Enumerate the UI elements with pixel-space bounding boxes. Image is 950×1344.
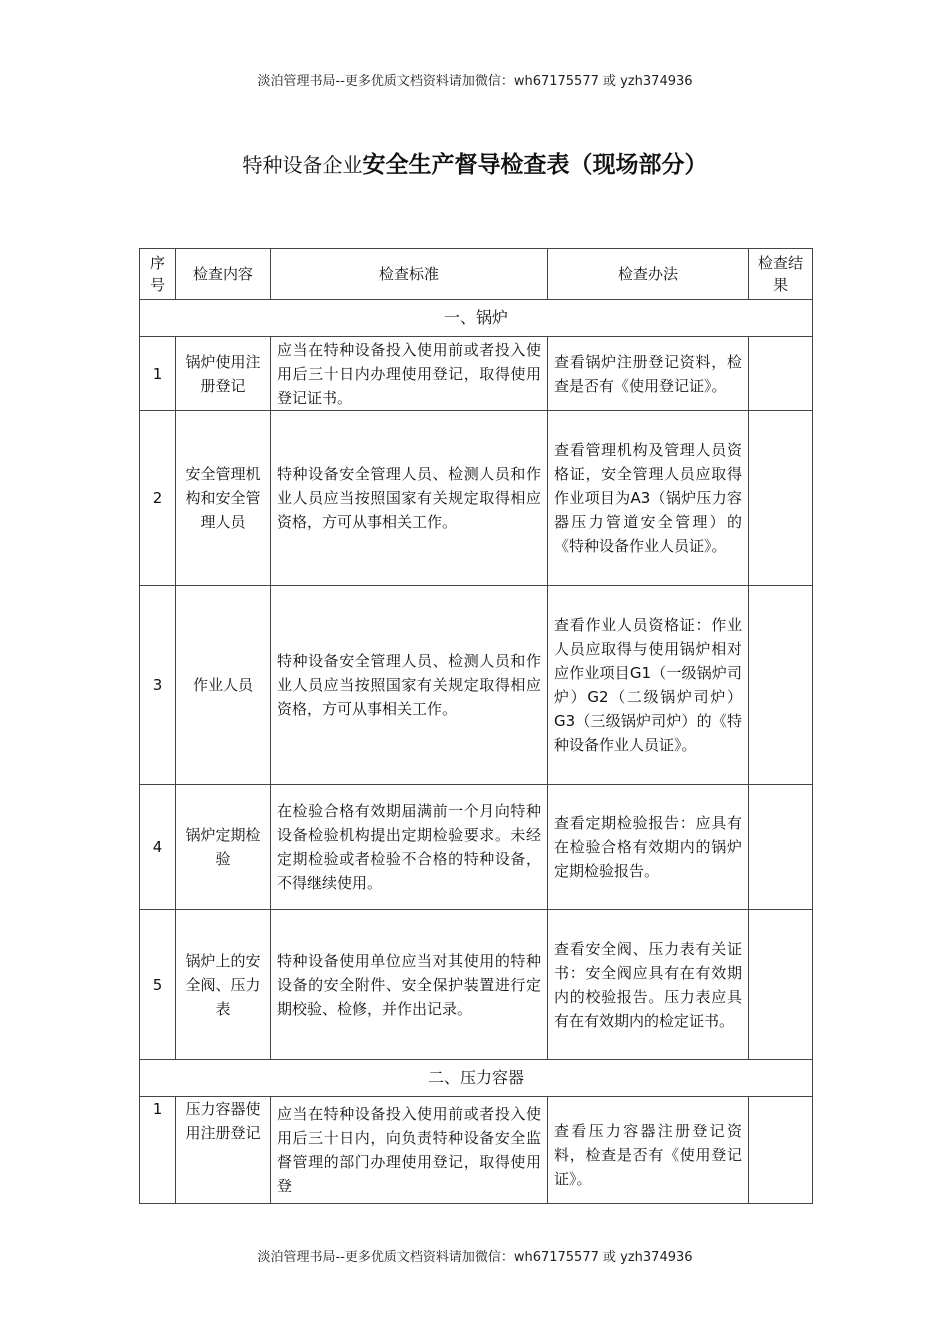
row-result[interactable] (749, 586, 813, 785)
header-result: 检查结果 (749, 249, 813, 300)
row-method: 查看锅炉注册登记资料，检查是否有《使用登记证》。 (548, 337, 749, 411)
row-method: 查看管理机构及管理人员资格证，安全管理人员应取得作业项目为A3（锅炉压力容器压力管道安全管理）的《特种设备作业人员证》。 (548, 411, 749, 586)
row-standard: 特种设备安全管理人员、检测人员和作业人员应当按照国家有关规定取得相应资格，方可从事相关工作。 (271, 586, 548, 785)
row-method: 查看作业人员资格证：作业人员应取得与使用锅炉相对应作业项目G1（一级锅炉司炉）G2（二级锅炉司炉）G3（三级锅炉司炉）的《特种设备作业人员证》。 (548, 586, 749, 785)
row-no: 4 (140, 785, 176, 910)
table-row (140, 785, 813, 910)
page-title (0, 146, 950, 179)
header-standard: 检查标准 (271, 249, 548, 300)
row-result[interactable] (749, 910, 813, 1060)
row-no: 1 (140, 1097, 176, 1204)
table-row (140, 411, 813, 586)
row-method: 查看压力容器注册登记资料，检查是否有《使用登记证》。 (548, 1097, 749, 1204)
row-no: 2 (140, 411, 176, 586)
row-no: 5 (140, 910, 176, 1060)
row-content: 锅炉定期检验 (176, 785, 271, 910)
section-row-boiler (140, 300, 813, 337)
table-row (140, 910, 813, 1060)
table-row (140, 337, 813, 411)
row-result[interactable] (749, 337, 813, 411)
section-row-pressure-vessel (140, 1060, 813, 1097)
row-standard: 应当在特种设备投入使用前或者投入使用后三十日内，向负责特种设备安全监督管理的部门办理使用登记，取得使用登 (271, 1097, 548, 1204)
row-standard: 应当在特种设备投入使用前或者投入使用后三十日内办理使用登记，取得使用登记证书。 (271, 337, 548, 411)
row-method: 查看安全阀、压力表有关证书：安全阀应具有在有效期内的校验报告。压力表应具有在有效期内的检定证书。 (548, 910, 749, 1060)
row-standard: 在检验合格有效期届满前一个月向特种设备检验机构提出定期检验要求。未经定期检验或者检验不合格的特种设备，不得继续使用。 (271, 785, 548, 910)
row-standard: 特种设备安全管理人员、检测人员和作业人员应当按照国家有关规定取得相应资格，方可从事相关工作。 (271, 411, 548, 586)
row-result[interactable] (749, 1097, 813, 1204)
row-result[interactable] (749, 785, 813, 910)
section-title: 一、锅炉 (140, 300, 813, 337)
table-row (140, 1097, 813, 1204)
header-method: 检查办法 (548, 249, 749, 300)
row-content: 锅炉使用注册登记 (176, 337, 271, 411)
footer-note: 淡泊管理书局--更多优质文档资料请加微信：wh67175577 或 yzh374936 (257, 1250, 693, 1265)
header-content: 检查内容 (176, 249, 271, 300)
row-method: 查看定期检验报告：应具有在检验合格有效期内的锅炉定期检验报告。 (548, 785, 749, 910)
row-standard: 特种设备使用单位应当对其使用的特种设备的安全附件、安全保护装置进行定期校验、检修，并作出记录。 (271, 910, 548, 1060)
header-note: 淡泊管理书局--更多优质文档资料请加微信：wh67175577 或 yzh374936 (257, 74, 693, 89)
section-title: 二、压力容器 (140, 1060, 813, 1097)
row-no: 3 (140, 586, 176, 785)
table-row (140, 586, 813, 785)
row-content: 作业人员 (176, 586, 271, 785)
title-prefix: 特种设备企业 (242, 153, 363, 177)
row-content: 压力容器使用注册登记 (176, 1097, 271, 1204)
row-content: 锅炉上的安全阀、压力表 (176, 910, 271, 1060)
row-content: 安全管理机构和安全管理人员 (176, 411, 271, 586)
title-main: 安全生产督导检查表（现场部分） (362, 152, 708, 178)
row-no: 1 (140, 337, 176, 411)
table-header-row (140, 249, 813, 300)
row-result[interactable] (749, 411, 813, 586)
header-no: 序号 (140, 249, 176, 300)
inspection-table (139, 248, 813, 1204)
